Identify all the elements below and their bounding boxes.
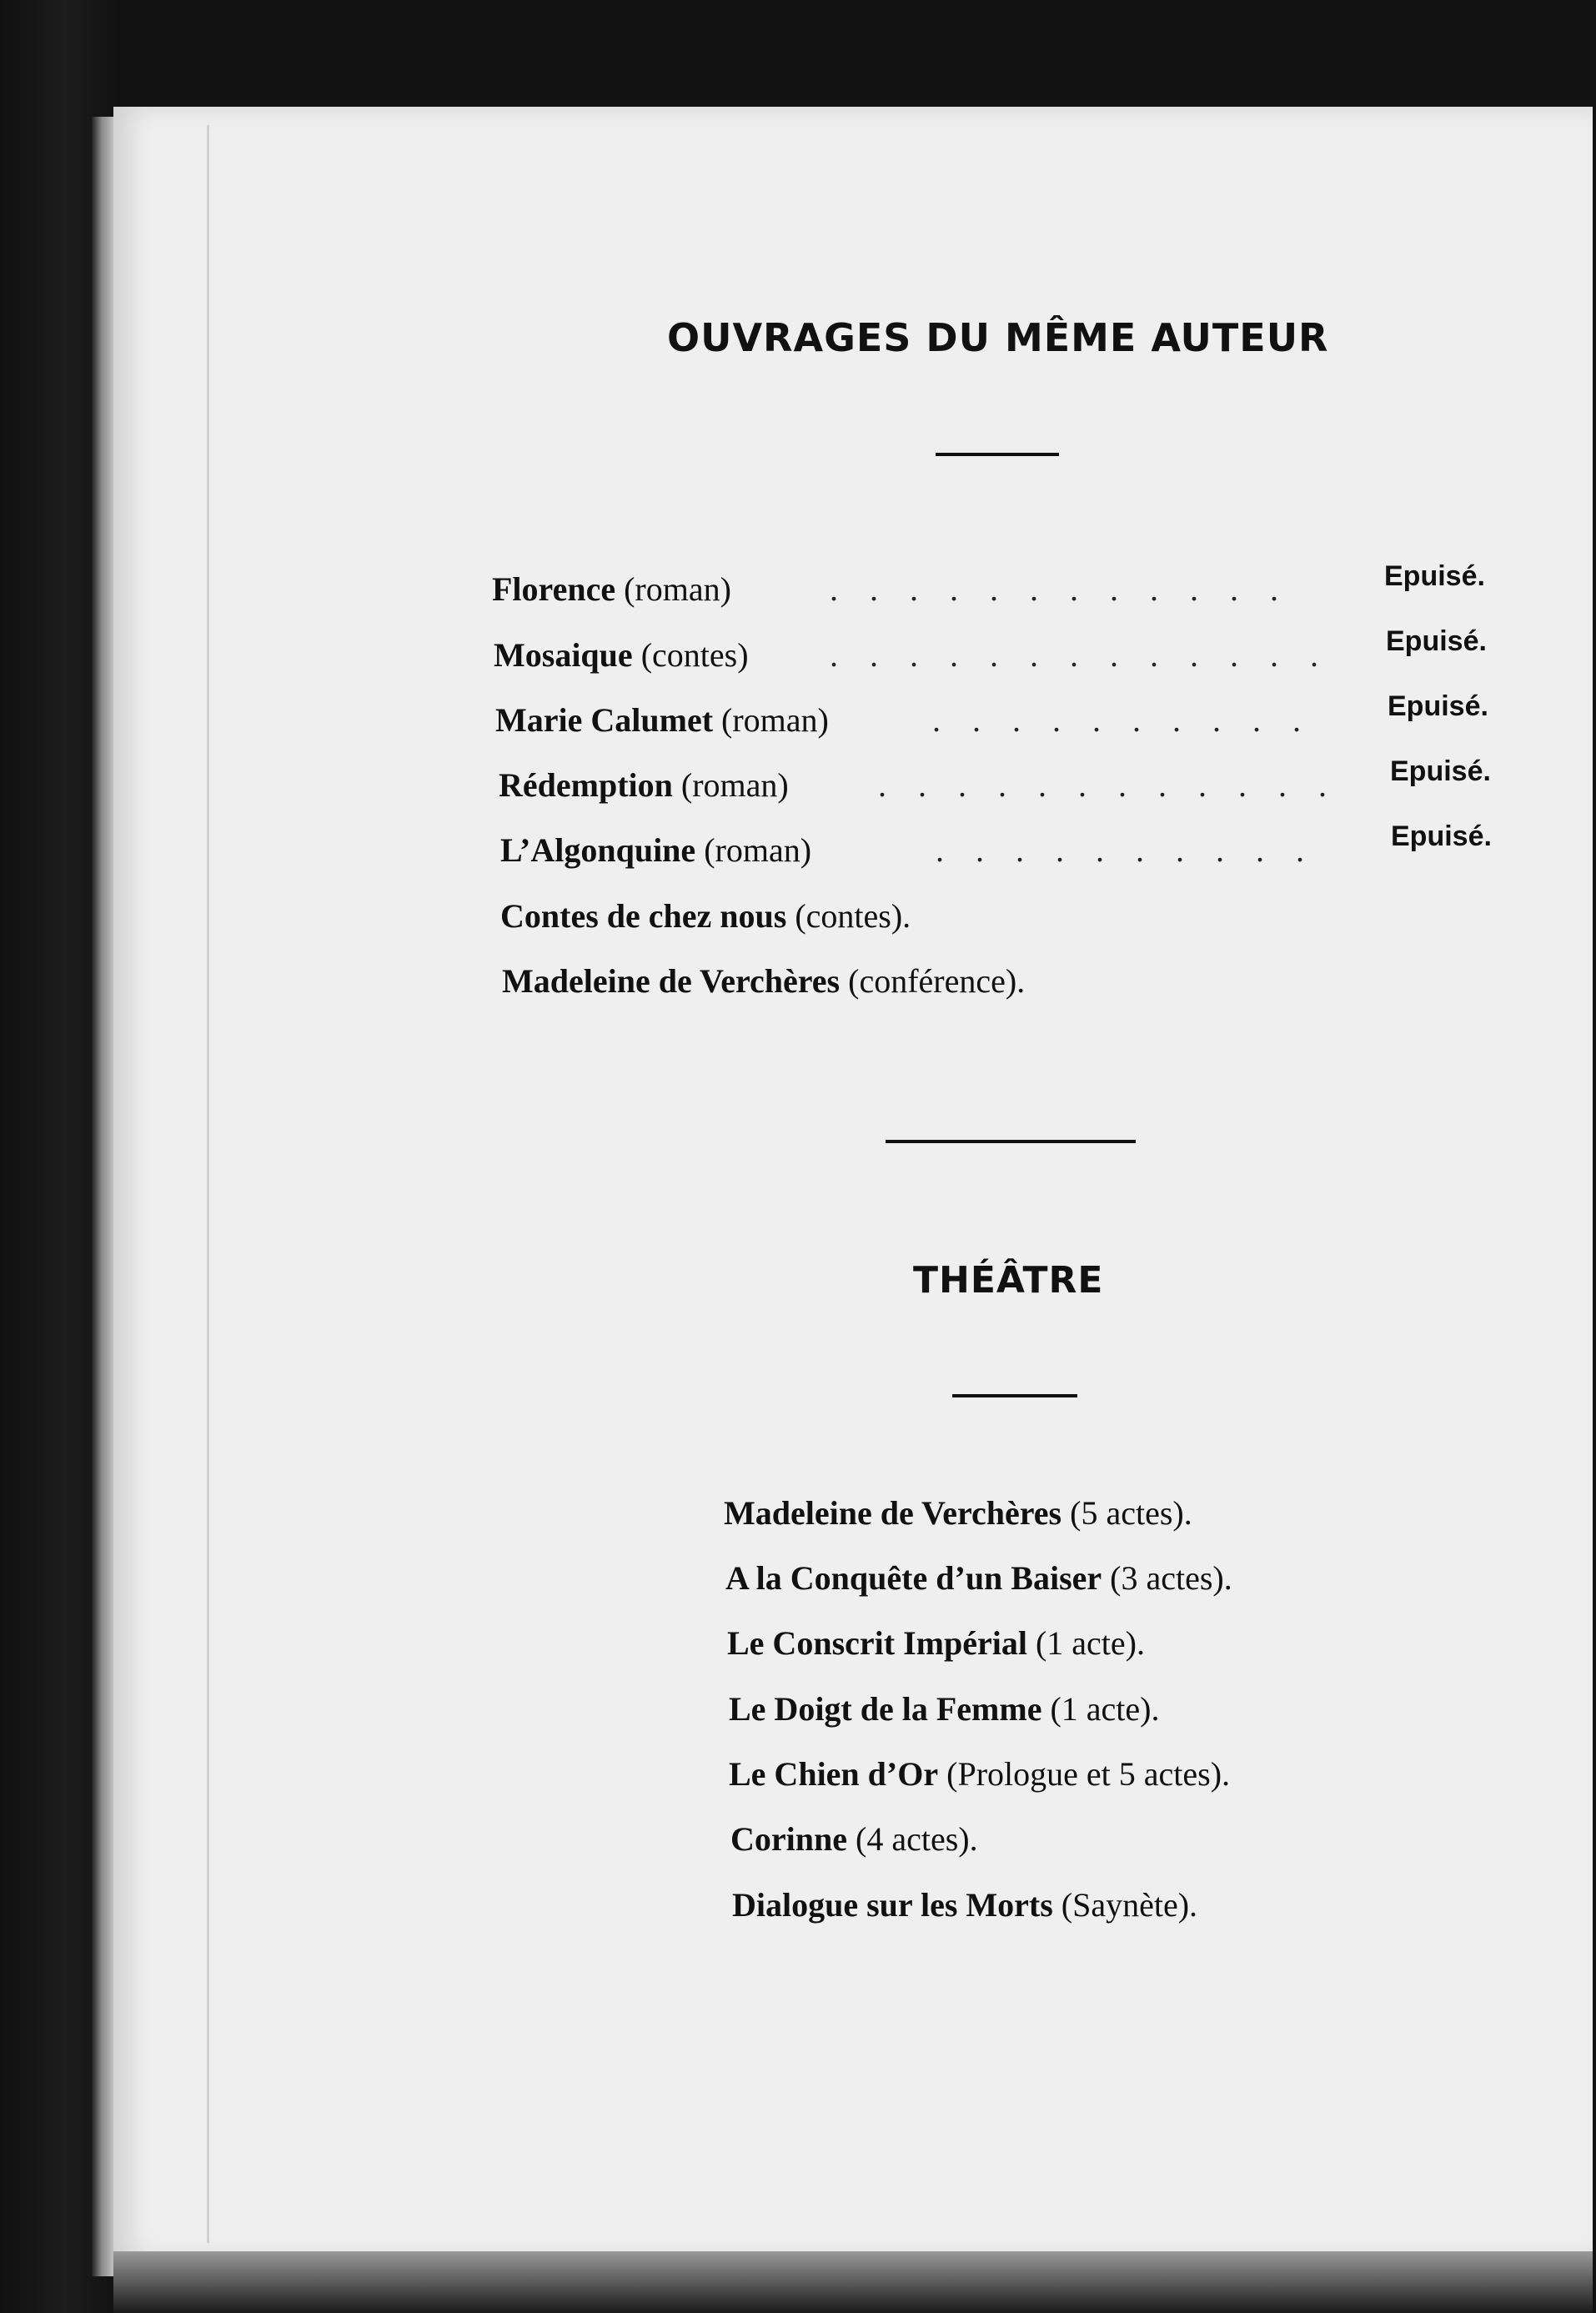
list-item <box>730 1819 978 1859</box>
play-title: Le Chien d’Or <box>729 1755 939 1793</box>
list-item <box>499 765 789 805</box>
play-note: (3 actes). <box>1110 1559 1232 1597</box>
work-title: L’Algonquine <box>500 831 696 869</box>
page-gutter-line <box>207 125 209 2243</box>
status-label: Epuisé. <box>1384 560 1485 592</box>
heading-rule <box>952 1394 1077 1397</box>
work-note: (roman) <box>704 831 812 869</box>
list-item <box>495 700 829 740</box>
list-item <box>725 1558 1232 1598</box>
play-title: Madeleine de Verchères <box>724 1494 1062 1532</box>
list-item <box>729 1754 1230 1794</box>
leader-dots: . . . . . . . . . . <box>936 831 1316 869</box>
play-title: Le Doigt de la Femme <box>729 1690 1042 1728</box>
play-title: Dialogue sur les Morts <box>732 1886 1053 1924</box>
list-item <box>492 569 731 609</box>
leader-dots: . . . . . . . . . . . . <box>878 766 1338 804</box>
work-note: (roman) <box>721 701 829 739</box>
work-note: (contes). <box>795 897 911 935</box>
work-title: Marie Calumet <box>495 701 714 739</box>
work-note: (roman) <box>624 570 731 608</box>
status-label: Epuisé. <box>1391 820 1492 852</box>
work-title: Mosaique <box>494 636 633 674</box>
heading-rule <box>936 453 1059 456</box>
work-note: (roman) <box>680 766 789 804</box>
play-note: (Prologue et 5 actes). <box>946 1755 1231 1793</box>
status-label: Epuisé. <box>1386 625 1487 657</box>
list-item <box>729 1689 1159 1728</box>
section-heading-theatre: THÉÂTRE <box>913 1259 1104 1302</box>
list-item <box>727 1623 1145 1663</box>
work-note: (contes) <box>640 636 749 674</box>
list-item <box>732 1885 1197 1924</box>
list-item <box>500 830 811 870</box>
book-page <box>113 107 1593 2258</box>
list-item <box>500 896 911 936</box>
work-title: Madeleine de Verchères <box>502 962 841 1000</box>
leader-dots: . . . . . . . . . . . . . <box>830 636 1330 674</box>
play-title: Corinne <box>730 1820 847 1858</box>
status-label: Epuisé. <box>1388 690 1488 722</box>
work-note: (conférence). <box>848 962 1026 1000</box>
play-note: (5 actes). <box>1070 1494 1192 1532</box>
leader-dots: . . . . . . . . . . . . <box>830 570 1290 608</box>
list-item <box>724 1493 1192 1533</box>
list-item <box>502 961 1025 1001</box>
status-label: Epuisé. <box>1390 755 1491 787</box>
work-title: Rédemption <box>499 766 673 804</box>
list-item <box>494 635 749 675</box>
play-title: Le Conscrit Impérial <box>727 1624 1027 1662</box>
play-note: (1 acte). <box>1050 1690 1160 1728</box>
play-note: (Saynète). <box>1061 1886 1198 1924</box>
work-title: Contes de chez nous <box>500 897 787 935</box>
play-note: (4 actes). <box>856 1820 978 1858</box>
work-title: Florence <box>492 570 616 608</box>
leader-dots: . . . . . . . . . . <box>932 701 1312 739</box>
section-divider <box>886 1140 1136 1143</box>
section-heading-works: OUVRAGES DU MÊME AUTEUR <box>667 315 1329 360</box>
bottom-shadow <box>113 2251 1593 2313</box>
play-note: (1 acte). <box>1035 1624 1145 1662</box>
play-title: A la Conquête d’un Baiser <box>725 1559 1102 1597</box>
